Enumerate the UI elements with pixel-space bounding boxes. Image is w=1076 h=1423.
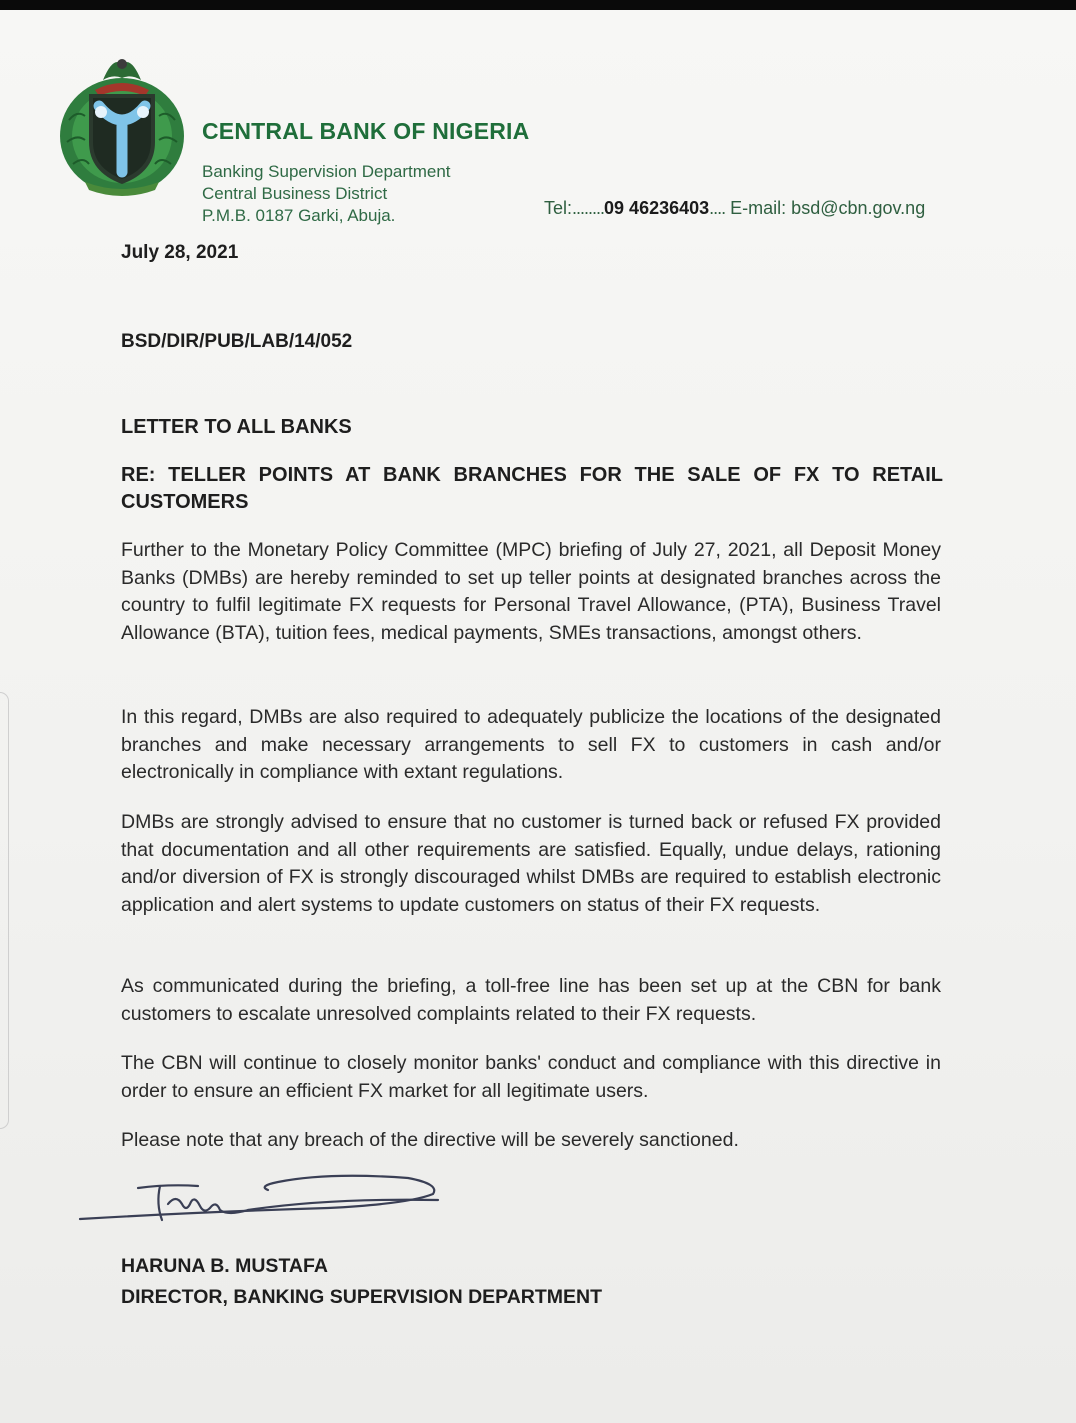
tel-dots: ........ [572, 198, 605, 218]
contact-line [544, 198, 925, 219]
district-line: Central Business District [202, 184, 388, 203]
page-edge-mark [0, 692, 9, 1129]
paragraph-2: In this regard, DMBs are also required to adequately publicize the locations of the designated branches and make necessary arrangements to sell FX to customers in cash and/or electronically in compliance with extant regulations. [121, 706, 941, 783]
paragraph-1: Further to the Monetary Policy Committee (MPC) briefing of July 27, 2021, all Deposit Money Banks (DMBs) are hereby reminded to set up teller points at designated branches across the country to fulfil legitimate FX requests for Personal Travel Allowance, (PTA), Business Travel Allowance (BTA), tuition fees, medical payments, SMEs transactions, amongst others. [121, 539, 941, 644]
tel-label: Tel: [544, 198, 573, 218]
paragraph-6: Please note that any breach of the directive will be severely sanctioned. [121, 1129, 739, 1151]
address-line: P.M.B. 0187 Garki, Abuja. [202, 206, 396, 225]
letter-heading: LETTER TO ALL BANKS [121, 416, 352, 438]
tel-number: 09 46236403 [604, 198, 710, 218]
letter-date: July 28, 2021 [121, 242, 239, 263]
bank-name: CENTRAL BANK OF NIGERIA [202, 118, 530, 144]
reference-number: BSD/DIR/PUB/LAB/14/052 [121, 331, 353, 352]
signatory-title: DIRECTOR, BANKING SUPERVISION DEPARTMENT [121, 1286, 603, 1308]
top-bar [0, 0, 1076, 10]
handwritten-signature [78, 1164, 458, 1236]
paragraph-4: As communicated during the briefing, a toll-free line has been set up at the CBN for bank customers to escalate unresolved complaints related to their FX requests. [121, 975, 941, 1025]
email-address: E-mail: bsd@cbn.gov.ng [730, 198, 926, 218]
paragraph-3: DMBs are strongly advised to ensure that no customer is turned back or refused FX provided that documentation and all other requirements are satisfied. Equally, undue delays, rationing and/or diversion of FX is strongly discouraged whilst DMBs are required to establish electronic application and alert systems to update customers on status of their FX requests. [121, 811, 941, 916]
tel-dots-trailing: .... [709, 198, 726, 218]
cbn-crest-logo [55, 50, 190, 200]
paragraph-5: The CBN will continue to closely monitor banks' conduct and compliance with this directive in order to ensure an efficient FX market for all legitimate users. [121, 1052, 941, 1102]
department-line: Banking Supervision Department [202, 162, 451, 181]
letter-subject: RE: TELLER POINTS AT BANK BRANCHES FOR THE SALE OF FX TO RETAIL CUSTOMERS [121, 464, 943, 513]
signatory-name: HARUNA B. MUSTAFA [121, 1255, 328, 1277]
